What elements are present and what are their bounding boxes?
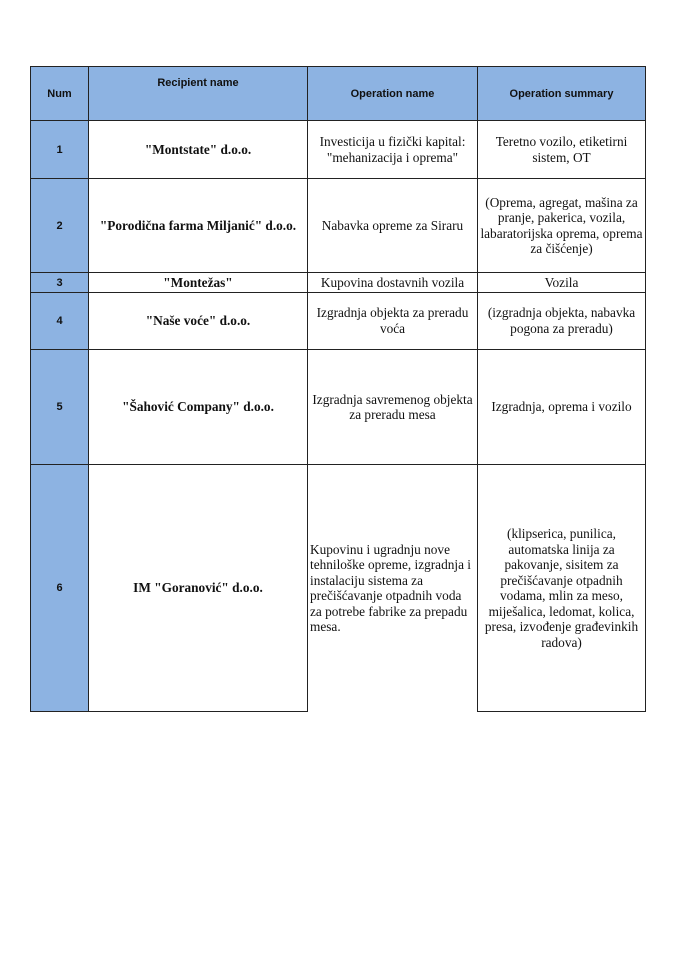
cell-operation <box>307 464 478 711</box>
cell-num <box>30 349 89 465</box>
cell-num <box>30 464 89 712</box>
cell-operation <box>307 178 478 273</box>
header-num <box>30 66 89 121</box>
header-operation-name-text: Operation name <box>350 87 435 100</box>
cell-summary-text: Izgradnja, oprema i vozilo <box>491 399 632 415</box>
header-recipient-name-text: Recipient name <box>157 77 239 89</box>
cell-operation <box>307 349 478 465</box>
cell-recipient <box>88 292 308 350</box>
cell-recipient <box>88 464 308 712</box>
cell-operation-text: Izgradnja objekta za preradu voća <box>316 305 469 336</box>
cell-operation <box>307 292 478 350</box>
cell-num <box>30 120 89 179</box>
cell-operation-text: Izgradnja savremenog objekta za preradu mesa <box>312 391 473 422</box>
cell-recipient <box>88 120 308 179</box>
cell-num <box>30 272 89 293</box>
cell-summary-text: (izgradnja objekta, nabavka pogona za preradu) <box>487 305 636 336</box>
cell-num <box>30 292 89 350</box>
cell-recipient-text: "Naše voće" d.o.o. <box>145 313 251 329</box>
cell-recipient-text: IM "Goranović" d.o.o. <box>133 580 263 596</box>
cell-summary-text: (Oprema, agregat, mašina za pranje, pakerica, vozila, labaratorijska oprema, oprema za čišćenje) <box>480 194 643 256</box>
cell-num-text: 1 <box>56 143 63 156</box>
header-operation-summary-text: Operation summary <box>509 87 614 100</box>
cell-operation-text: Kupovina dostavnih vozila <box>320 274 465 290</box>
cell-num-text: 6 <box>56 582 63 594</box>
cell-summary <box>477 178 646 273</box>
cell-summary-text: (klipserica, punilica, automatska linija za pakovanje, sisitem za prečišćavanje otpadnih vodama, mlin za meso, miješalica, ledomat, kolica, presa, izvođenje građevinkih radova) <box>484 526 639 650</box>
cell-recipient-text: "Porodična farma Miljanić" d.o.o. <box>99 217 297 233</box>
cell-recipient <box>88 272 308 293</box>
cell-recipient-text: "Šahović Company" d.o.o. <box>122 399 274 415</box>
cell-recipient <box>88 349 308 465</box>
cell-operation <box>307 120 478 179</box>
header-num-text: Num <box>47 87 72 100</box>
cell-summary <box>477 120 646 179</box>
cell-operation <box>307 272 478 293</box>
header-recipient-name <box>88 66 308 121</box>
cell-recipient-text: "Montežas" <box>163 274 233 290</box>
cell-operation-text: Nabavka opreme za Siraru <box>321 217 464 233</box>
cell-num-text: 2 <box>56 219 63 232</box>
cell-recipient-text: "Montstate" d.o.o. <box>144 141 252 157</box>
cell-recipient <box>88 178 308 273</box>
cell-summary-text: Vozila <box>544 274 579 290</box>
cell-operation-text: Investicija u fizički kapital: "mehanizacija i oprema" <box>319 134 466 165</box>
cell-operation-text: Kupovinu i ugradnju nove tehniloške opreme, izgradnja i instalaciju sistema za prečišćavanje otpadnih voda za potrebe fabrike za prepadu mesa. <box>310 541 471 634</box>
cell-summary <box>477 464 646 712</box>
cell-num-text: 4 <box>56 315 63 327</box>
cell-num <box>30 178 89 273</box>
cell-num-text: 5 <box>56 401 63 413</box>
header-operation-summary <box>477 66 646 121</box>
cell-summary <box>477 349 646 465</box>
cell-summary <box>477 292 646 350</box>
cell-num-text: 3 <box>56 276 63 289</box>
cell-summary-text: Teretno vozilo, etiketirni sistem, OT <box>495 134 628 165</box>
cell-summary <box>477 272 646 293</box>
header-operation-name <box>307 66 478 121</box>
